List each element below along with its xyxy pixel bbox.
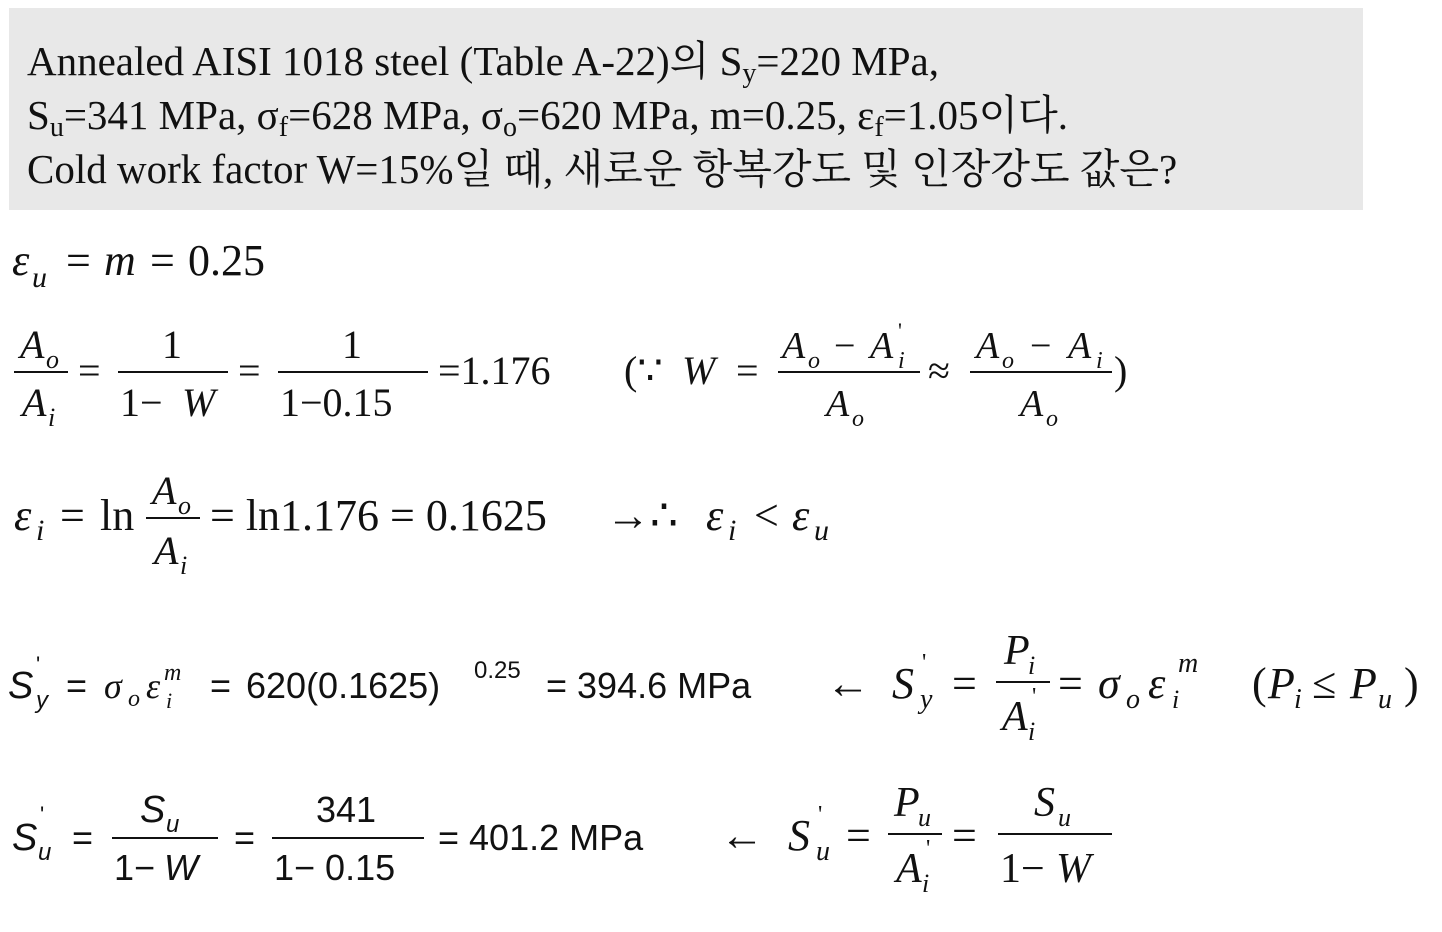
svg-text:i: i: [728, 514, 737, 547]
svg-text:i: i: [922, 869, 930, 898]
svg-text:i: i: [1028, 651, 1036, 680]
svg-text:i: i: [36, 514, 45, 547]
svg-text:': ': [40, 802, 45, 827]
svg-text:=: =: [1058, 659, 1083, 708]
svg-text:<: <: [754, 491, 779, 540]
svg-text:A: A: [154, 528, 179, 573]
svg-text:=: =: [72, 817, 94, 858]
svg-text:=: =: [66, 236, 91, 285]
svg-text:o: o: [1002, 348, 1014, 374]
svg-text:A: A: [1002, 694, 1028, 740]
svg-text:o: o: [1046, 406, 1058, 432]
svg-text:A: A: [20, 322, 45, 367]
svg-text:u: u: [166, 811, 180, 838]
svg-text:ε: ε: [1148, 659, 1166, 708]
svg-text:': ': [922, 650, 927, 676]
svg-text:y: y: [36, 687, 48, 714]
svg-text:u: u: [1378, 684, 1392, 715]
svg-text:A: A: [22, 380, 47, 425]
svg-text:W: W: [1056, 846, 1091, 892]
svg-text:y: y: [920, 684, 933, 715]
svg-text:i: i: [1028, 717, 1036, 746]
svg-text:=: =: [60, 491, 85, 540]
svg-text:≈: ≈: [928, 348, 950, 393]
svg-text:': ': [818, 802, 823, 828]
svg-text:620(0.1625): 620(0.1625): [246, 665, 441, 706]
svg-text:A: A: [782, 325, 806, 367]
svg-text:≤: ≤: [1312, 659, 1337, 708]
eq3-true-strain: [14, 468, 829, 580]
svg-text:←: ←: [826, 659, 870, 708]
svg-text:0.25: 0.25: [188, 236, 265, 285]
svg-text:): ): [1114, 348, 1128, 393]
svg-text:−: −: [834, 325, 856, 367]
svg-text:ln: ln: [100, 491, 135, 540]
svg-text:A: A: [870, 325, 894, 367]
svg-text:o: o: [178, 491, 191, 520]
svg-text:σ: σ: [1098, 659, 1120, 708]
svg-text:1: 1: [162, 322, 182, 367]
svg-text:=: =: [150, 236, 175, 285]
problem-line-1: Annealed AISI 1018 steel (Table A-22)의 $S_y=220$ MPa,: [27, 38, 939, 89]
svg-text:ε: ε: [14, 491, 32, 540]
svg-text:u: u: [38, 839, 52, 866]
eq1-ultimate-strain: [12, 236, 265, 294]
svg-text:W: W: [182, 380, 216, 425]
svg-text:A: A: [826, 383, 850, 425]
svg-text:341: 341: [316, 789, 377, 830]
svg-text:P: P: [894, 780, 920, 826]
svg-text:i: i: [48, 403, 56, 432]
svg-text:P: P: [1350, 659, 1377, 708]
svg-text:←: ←: [720, 811, 764, 860]
svg-text:A: A: [896, 846, 922, 892]
svg-text:u: u: [814, 514, 829, 547]
svg-text:m: m: [1178, 648, 1199, 679]
svg-text:S: S: [1034, 780, 1055, 826]
svg-text:ε: ε: [146, 666, 161, 706]
svg-text:=1.176: =1.176: [438, 348, 551, 393]
svg-text:u: u: [816, 836, 830, 867]
eq5-new-tensile-strength: [12, 780, 1112, 898]
svg-text:': ': [36, 652, 41, 677]
svg-text:u: u: [32, 261, 47, 294]
svg-text:': ': [926, 836, 931, 862]
svg-text:A: A: [152, 468, 177, 513]
svg-text:i: i: [166, 688, 173, 713]
svg-text:0.25: 0.25: [474, 657, 521, 684]
svg-text:=: =: [952, 811, 977, 860]
svg-text:W: W: [164, 847, 198, 888]
problem-line-2: $S_u=341$ MPa, $\sigma_f=628$ MPa, $\sigma_o=620$ MPa, m=0.25, $\varepsilon_f=1.05$이다.: [27, 92, 1068, 143]
svg-text:W: W: [682, 348, 716, 393]
svg-text:A: A: [976, 325, 1000, 367]
svg-text:=: =: [846, 811, 871, 860]
svg-text:1: 1: [342, 322, 362, 367]
svg-text:→∴: →∴: [606, 491, 678, 540]
svg-text:o: o: [852, 406, 864, 432]
svg-text:u: u: [1058, 803, 1071, 832]
svg-text:=: =: [234, 817, 256, 858]
svg-text:= 401.2 MPa: = 401.2 MPa: [438, 817, 644, 858]
svg-text:i: i: [1172, 685, 1180, 714]
svg-text:m: m: [104, 236, 136, 285]
svg-text:=: =: [736, 348, 759, 393]
svg-text:−: −: [1030, 325, 1052, 367]
svg-text:S: S: [12, 817, 38, 859]
svg-text:=: =: [952, 659, 977, 708]
svg-text:1−: 1−: [114, 847, 156, 888]
svg-text:(∵: (∵: [624, 348, 663, 393]
eq4-new-yield-strength: [8, 628, 1419, 746]
svg-text:S: S: [8, 665, 34, 707]
svg-text:A: A: [1068, 325, 1092, 367]
svg-text:=: =: [210, 665, 232, 706]
svg-text:P: P: [1268, 659, 1295, 708]
svg-text:S: S: [788, 811, 810, 860]
svg-text:S: S: [892, 659, 914, 708]
svg-text:=: =: [66, 665, 88, 706]
svg-text:1−: 1−: [120, 380, 163, 425]
svg-text:ε: ε: [12, 236, 30, 285]
svg-text:': ': [1032, 684, 1037, 710]
svg-text:o: o: [128, 686, 140, 712]
svg-text:P: P: [1004, 628, 1030, 674]
svg-text:': ': [898, 318, 902, 343]
svg-text:σ: σ: [104, 666, 122, 706]
svg-text:S: S: [140, 789, 166, 831]
svg-text:u: u: [918, 803, 931, 832]
svg-text:i: i: [898, 348, 905, 374]
problem-line-3: Cold work factor W=15%일 때, 새로운 항복강도 및 인장강도 값은?: [27, 146, 1178, 192]
svg-text:m: m: [164, 660, 182, 686]
svg-text:ε: ε: [706, 491, 724, 540]
svg-text:o: o: [46, 345, 59, 374]
svg-text:=: =: [238, 348, 261, 393]
svg-text:ε: ε: [792, 491, 810, 540]
svg-text:1−0.15: 1−0.15: [280, 380, 393, 425]
svg-text:i: i: [1294, 684, 1302, 715]
svg-text:=: =: [78, 348, 101, 393]
svg-text:A: A: [1020, 383, 1044, 425]
svg-text:o: o: [808, 348, 820, 374]
svg-text:1−: 1−: [1000, 846, 1045, 892]
svg-text:(: (: [1252, 659, 1267, 708]
svg-text:): ): [1404, 659, 1419, 708]
svg-text:= ln1.176 = 0.1625: = ln1.176 = 0.1625: [210, 491, 547, 540]
eq2-area-ratio: [14, 318, 1127, 432]
svg-text:= 394.6 MPa: = 394.6 MPa: [546, 665, 752, 706]
svg-text:o: o: [1126, 684, 1140, 715]
svg-text:i: i: [1096, 348, 1103, 374]
svg-text:1− 0.15: 1− 0.15: [274, 847, 396, 888]
svg-text:i: i: [180, 551, 188, 580]
